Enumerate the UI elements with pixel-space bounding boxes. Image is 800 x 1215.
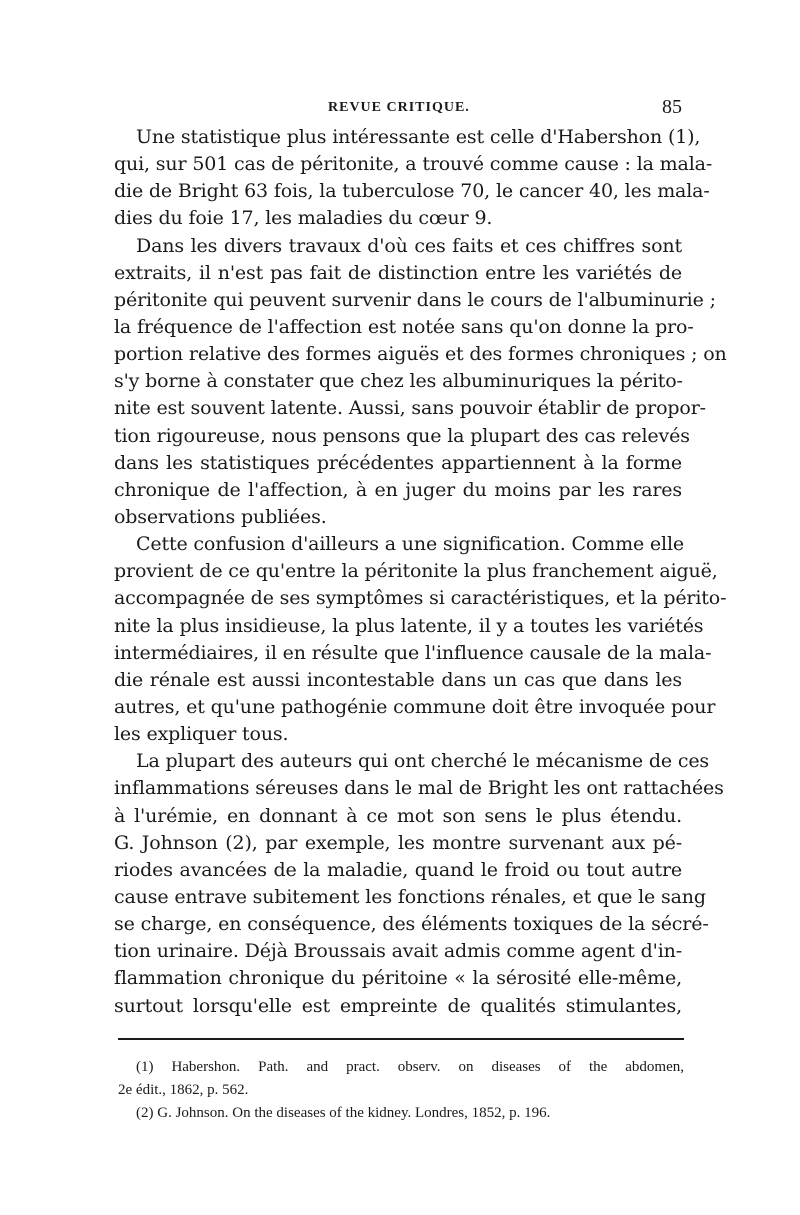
footnotes — [118, 1056, 684, 1125]
footnote-line: (2) G. Johnson. On the diseases of the kidney. Londres, 1852, p. 196. — [136, 1105, 551, 1121]
text-line: tion urinaire. Déjà Broussais avait admis comme agent d'in- — [114, 940, 682, 963]
text-line: Cette confusion d'ailleurs a une signification. Comme elle — [136, 533, 684, 556]
text-line: observations publiées. — [114, 505, 327, 528]
text-line: qui, sur 501 cas de péritonite, a trouvé comme cause : la mala- — [114, 153, 713, 176]
text-line: les expliquer tous. — [114, 723, 289, 746]
text-line: flammation chronique du péritoine « la sérosité elle-même, — [114, 967, 682, 990]
text-line: die rénale est aussi incontestable dans un cas que dans les — [114, 668, 682, 691]
running-head: REVUE CRITIQUE. — [328, 100, 470, 115]
footnote-divider — [118, 1038, 684, 1040]
text-line: G. Johnson (2), par exemple, les montre survenant aux pé- — [114, 831, 682, 854]
body-text — [114, 124, 727, 1020]
text-line: chronique de l'affection, à en juger du moins par les rares — [114, 478, 682, 501]
footnote-line: 2e édit., 1862, p. 562. — [118, 1082, 249, 1098]
text-line: nite est souvent latente. Aussi, sans pouvoir établir de propor- — [114, 397, 706, 420]
text-line: La plupart des auteurs qui ont cherché le mécanisme de ces — [136, 750, 710, 773]
text-line: se charge, en conséquence, des éléments toxiques de la sécré- — [114, 913, 709, 936]
text-line: intermédiaires, il en résulte que l'influence causale de la mala- — [114, 641, 712, 664]
text-line: portion relative des formes aiguës et des formes chroniques ; on — [114, 343, 727, 366]
text-line: nite la plus insidieuse, la plus latente, il y a toutes les variétés — [114, 614, 704, 637]
text-line: tion rigoureuse, nous pensons que la plupart des cas relevés — [114, 424, 690, 447]
text-line: die de Bright 63 fois, la tuberculose 70, le cancer 40, les mala- — [114, 180, 710, 203]
text-line: s'y borne à constater que chez les albuminuriques la périto- — [114, 370, 683, 393]
page-number: 85 — [662, 96, 682, 118]
text-line: surtout lorsqu'elle est empreinte de qualités stimulantes, — [114, 994, 682, 1017]
text-line: dans les statistiques précédentes appartiennent à la forme — [114, 451, 682, 474]
text-line: Dans les divers travaux d'où ces faits et ces chiffres sont — [136, 234, 682, 257]
text-line: accompagnée de ses symptômes si caractéristiques, et la périto- — [114, 587, 727, 610]
text-line: autres, et qu'une pathogénie commune doit être invoquée pour — [114, 695, 716, 718]
page-header — [116, 96, 682, 120]
text-line: inflammations séreuses dans le mal de Bright les ont rattachées — [114, 777, 724, 800]
text-line: cause entrave subitement les fonctions rénales, et que le sang — [114, 885, 706, 908]
text-line: la fréquence de l'affection est notée sans qu'on donne la pro- — [114, 315, 694, 338]
text-line: à l'urémie, en donnant à ce mot son sens le plus étendu. — [114, 804, 682, 827]
footnote-line: (1) Habershon. Path. and pract. observ. on diseases of the abdomen, — [136, 1059, 684, 1075]
text-line: provient de ce qu'entre la péritonite la plus franchement aiguë, — [114, 560, 718, 583]
text-line: extraits, il n'est pas fait de distinction entre les variétés de — [114, 261, 682, 284]
text-line: Une statistique plus intéressante est celle d'Habershon (1), — [136, 126, 701, 148]
text-line: dies du foie 17, les maladies du cœur 9. — [114, 207, 493, 230]
text-line: péritonite qui peuvent survenir dans le cours de l'albuminurie ; — [114, 288, 716, 311]
text-line: riodes avancées de la maladie, quand le froid ou tout autre — [114, 858, 682, 881]
